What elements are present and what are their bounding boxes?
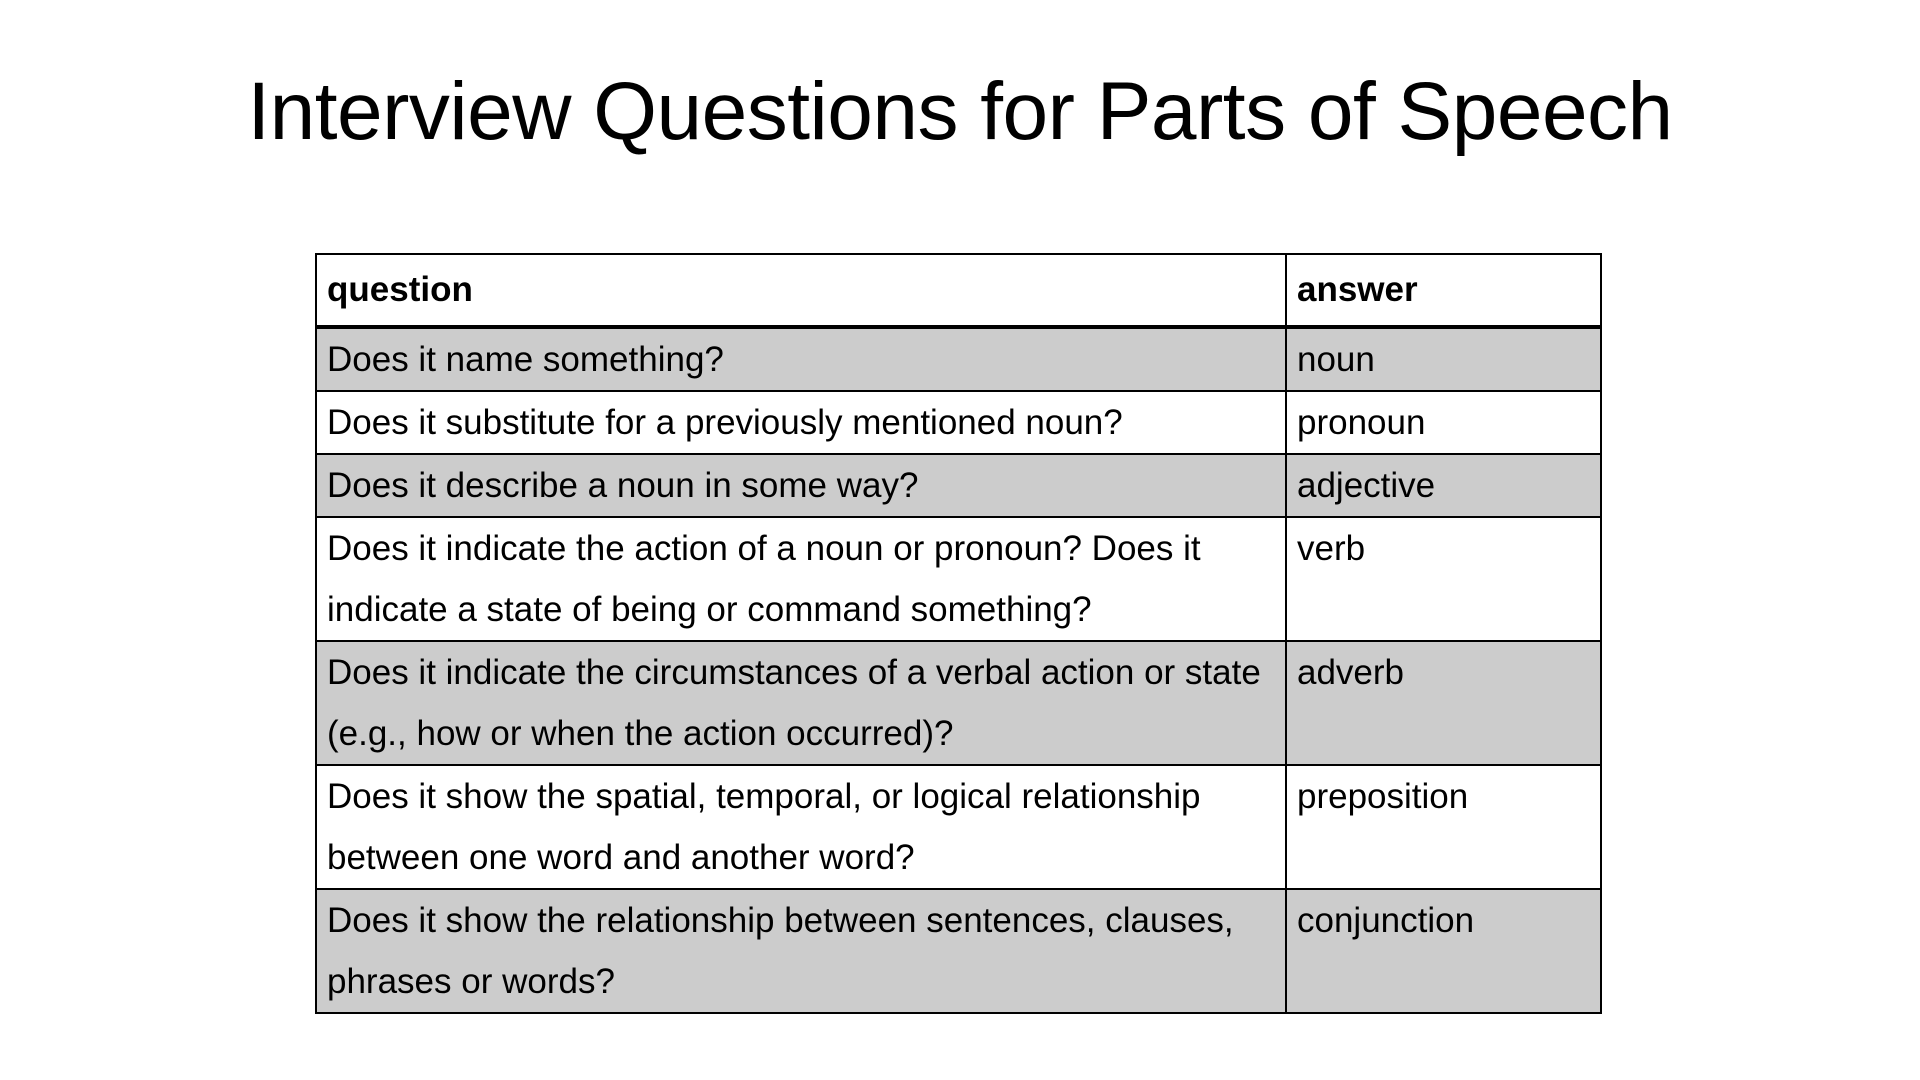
column-header-answer: answer [1286,254,1601,327]
answer-cell: noun [1286,327,1601,391]
slide-title: Interview Questions for Parts of Speech [247,66,1673,157]
question-cell: Does it name something? [316,327,1286,391]
question-cell: Does it describe a noun in some way? [316,454,1286,517]
table-row [316,327,1601,391]
table-row [316,765,1601,889]
answer-cell: adjective [1286,454,1601,517]
table-row [316,517,1601,641]
question-cell: Does it show the spatial, temporal, or logical relationship between one word and another word? [316,765,1286,889]
answer-cell: adverb [1286,641,1601,765]
table-row [316,454,1601,517]
parts-of-speech-table [315,253,1602,1014]
table-row [316,641,1601,765]
answer-cell: pronoun [1286,391,1601,454]
table-row [316,889,1601,1013]
answer-cell: conjunction [1286,889,1601,1013]
column-header-question: question [316,254,1286,327]
table-row [316,391,1601,454]
question-cell: Does it show the relationship between sentences, clauses, phrases or words? [316,889,1286,1013]
question-cell: Does it indicate the circumstances of a verbal action or state (e.g., how or when the action occurred)? [316,641,1286,765]
answer-cell: verb [1286,517,1601,641]
question-cell: Does it substitute for a previously mentioned noun? [316,391,1286,454]
answer-cell: preposition [1286,765,1601,889]
table-header-row [316,254,1601,327]
question-cell: Does it indicate the action of a noun or pronoun? Does it indicate a state of being or command something? [316,517,1286,641]
